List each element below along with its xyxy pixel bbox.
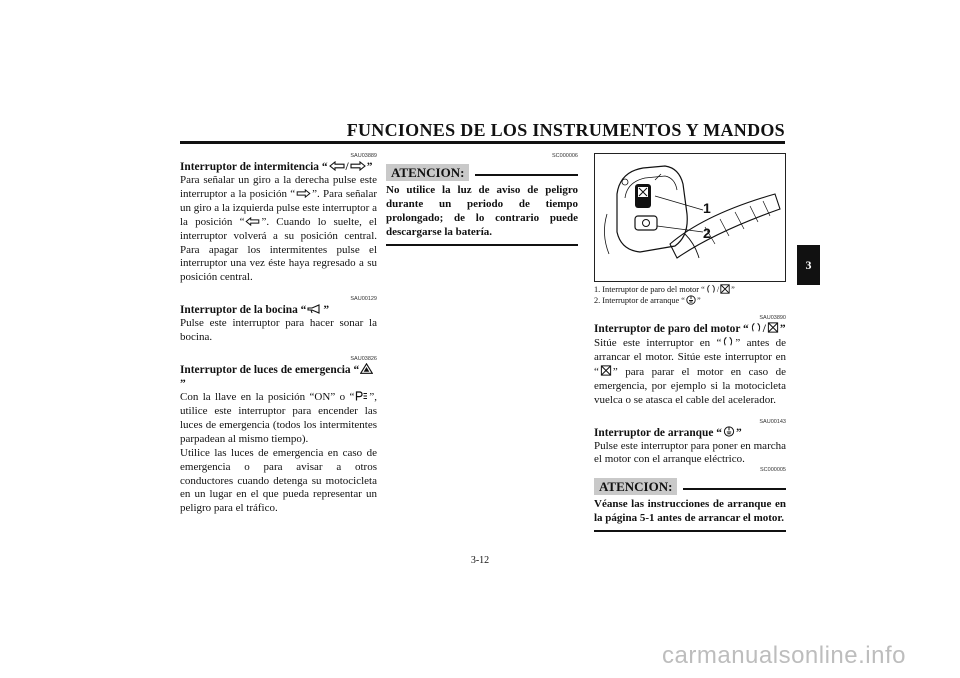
column-right: [594, 153, 786, 532]
figure-caption-1: 1. Interruptor de paro del motor “ / ”: [594, 285, 735, 294]
column-middle: [386, 153, 578, 246]
section-title-turn-signal: Interruptor de intermitencia “ / ”: [180, 161, 373, 173]
page-header-title: FUNCIONES DE LOS INSTRUMENTOS Y MANDOS: [346, 120, 785, 140]
starter-description: Pulse este interruptor para poner en marcha el motor con el arranque eléctrico.: [594, 439, 786, 466]
caution-header: [594, 478, 786, 495]
run-icon: [706, 284, 716, 294]
turn-left-icon: [329, 161, 345, 171]
horn-description: Pulse este interruptor para hacer sonar la bocina.: [180, 317, 377, 344]
turn-right-icon: [350, 161, 366, 171]
figure-caption-2: 2. Interruptor de arranque “ ”: [594, 296, 701, 305]
handlebar-switch-illustration: [594, 153, 786, 282]
caution-text: Véanse las instrucciones de arranque en la página 5-1 antes de arrancar el motor.: [594, 498, 786, 525]
parking-position-icon: [355, 391, 368, 401]
section-title-hazard: Interruptor de luces de emergencia “ ”: [180, 363, 377, 391]
horn-icon: [307, 304, 322, 314]
caution-end-rule: [386, 244, 578, 246]
starter-icon: [723, 426, 735, 437]
section-code: SAU03826: [350, 356, 377, 363]
section-title-starter: Interruptor de arranque “ ”: [594, 426, 742, 439]
turn-left-icon: [245, 217, 260, 226]
caution-rule: [475, 174, 578, 176]
caution-end-rule: [594, 530, 786, 532]
section-code: SC000006: [552, 153, 578, 159]
caution-text: No utilice la luz de aviso de peligro durante un periodo de tiempo prolongado; de lo contrario puede descargarse la batería.: [386, 184, 578, 238]
figure-label-2: 2: [703, 225, 711, 241]
engine-stop-description: Sitúe este interruptor en “ ” antes de arrancar el motor. Sitúe este interruptor en “ ” para parar el motor en caso de emergencia, por ejemplo si la motocicleta vuelca o se atasca el cable del acelerador.: [594, 337, 786, 406]
turn-right-icon: [296, 189, 311, 198]
turn-signal-description: Para señalar un giro a la derecha pulse este interruptor a la posición “ ”. Para señalar un giro a la izquierda pulse este interruptor a la posición “ ”. Cuando lo suelte, el interruptor volverá a su posición central. Para apagar los intermitentes pulse el interruptor una vez éste haya regresado a su posición central.: [180, 174, 377, 284]
run-icon: [750, 322, 762, 333]
chapter-tab: 3: [797, 245, 820, 285]
engine-stop-icon: [767, 322, 779, 333]
section-title-horn: Interruptor de la bocina “ ”: [180, 304, 330, 317]
watermark-text: carmanualsonline.info: [662, 642, 906, 669]
section-code: SAU03890: [759, 315, 786, 321]
header-rule: [180, 141, 785, 144]
caution-rule: [683, 488, 786, 490]
hazard-triangle-icon: [360, 363, 373, 374]
page-number: 3-12: [470, 555, 490, 566]
section-code: SAU00143: [759, 418, 786, 425]
engine-stop-icon: [600, 365, 612, 376]
run-icon: [722, 336, 734, 347]
section-code: SC000005: [760, 467, 786, 474]
section-code: SAU03889: [350, 153, 377, 159]
caution-label: ATENCION:: [594, 478, 677, 495]
figure-label-1: 1: [703, 200, 711, 216]
starter-icon: [686, 295, 696, 305]
hazard-description: Con la llave en la posición “ON” o “ ”, utilice este interruptor para encender las luces de emergencia (todos los intermitentes parpadean al mismo tiempo).: [180, 391, 377, 445]
caution-header: [386, 164, 578, 181]
hazard-usage: Utilice las luces de emergencia en caso de emergencia o para avisar a otros conductores cuando detenga su motocicleta en un lugar en el que pueda representar un peligro para el tráfico.: [180, 446, 377, 515]
column-left: [180, 153, 377, 516]
section-code: SAU00129: [350, 296, 377, 303]
section-title-engine-stop: Interruptor de paro del motor “ / ”: [594, 323, 786, 335]
caution-label: ATENCION:: [386, 164, 469, 181]
engine-stop-icon: [720, 284, 730, 294]
